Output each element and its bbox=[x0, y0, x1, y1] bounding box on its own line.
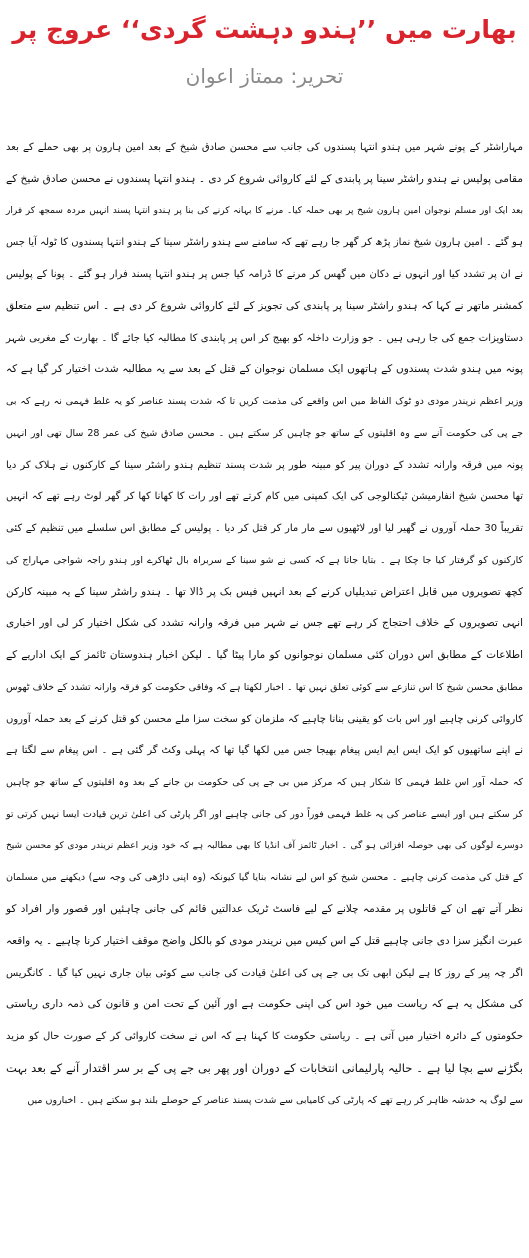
article-line: سے لوگ یہ خدشہ ظاہر کر رہے تھے کہ پارٹی کی کامیابی سے شدت پسند عناصر کے حوصلے بلند ہو سکتے ہیں ۔ اخباروں میں bbox=[27, 1094, 523, 1106]
article-line: تھا محسن شیخ انفارمیشن ٹیکنالوجی کی ایک کمپنی میں کام کرتے تھے اور رات کا کھانا کھا کر گھر لوٹ رہے تھے کہ انہیں bbox=[6, 491, 523, 503]
article-line: دوسرے لوگوں کی بھی حوصلہ افزائی ہو گی ۔ اخبار ٹائمز آف انڈیا کا بھی مطالبہ ہے کہ خود وزیر اعظم نریندر مودی کو محسن شیخ bbox=[6, 840, 523, 851]
article-line: کے قتل کی مذمت کرنی چاہیے ۔ محسن شیخ کو اس لیے نشانہ بنایا گیا کیونکہ (وہ اپنی داڑھی کی وجہ سے) دیکھنے میں مسلمان bbox=[6, 872, 523, 884]
article-line: بگڑنے سے بچا لیا ہے ۔ حالیہ پارلیمانی انتخابات کے دوران اور پھر بی جے پی کے بر سر اقتدار آنے کے بعد بہت bbox=[6, 1060, 523, 1075]
article-line: کمشنر ماتھر نے کہا کہ ہندو راشٹر سینا پر پابندی کی تجویز کے لئے کاروائی شروع کر دی ہے ۔ اس تنظیم سے متعلق bbox=[6, 299, 523, 312]
article-line: عبرت انگیز سزا دی جانی چاہیے قتل کے اس کیس میں نریندر مودی کو بالکل واضح موقف اختیار کرنا چاہیے ۔ یہ واقعہ bbox=[6, 934, 523, 947]
article-line: نے ان پر تشدد کیا اور انہوں نے دکان میں گھس کر مرنے کا ڈرامہ کیا جس پر ہندو انتہا پسند فرار ہو گئے ۔ پونا کے پولیس bbox=[6, 269, 523, 280]
article-line: کارکنوں کو گرفتار کیا جا چکا ہے ۔ بتایا جاتا ہے کہ کسی نے شو سینا کے سربراہ بال ٹھاکرے اور ہندو راجہ شواجی مہاراج کی bbox=[6, 554, 523, 566]
article-line: کی مشکل یہ ہے کہ ریاست میں خود اس کی اپنی حکومت ہے اور آئین کے تحت امن و قانون کی ذمہ داری ریاستی bbox=[6, 998, 523, 1011]
article-line: کاروائی کرنی چاہیے اور اس بات کو یقینی بنانا چاہیے کہ ملزمان کو سخت سزا ملے محسن کو قتل کرنے کے بعد حملہ آوروں bbox=[6, 713, 523, 725]
article-line: مہاراشٹر کے پونے شہر میں ہندو انتہا پسندوں کی جانب سے محسن صادق شیخ کے بعد امین ہارون پر بھی حملے کے بعد bbox=[6, 142, 523, 153]
article-headline: بھارت میں ’’ہندو دہشت گردی‘‘ عروج پر bbox=[12, 15, 517, 44]
article-line: بعد ایک اور مسلم نوجوان امین ہارون شیخ پر بھی حملہ کیا۔ مرنے کا بہانہ کرنے کی بنا پر ہندو انتہا پسند انہیں مردہ سمجھ کر فرار bbox=[6, 205, 523, 216]
article-byline: تحریر: ممتاز اعوان bbox=[185, 64, 344, 88]
article-line: کچھ تصویروں میں قابل اعتراض تبدیلیاں کرنے کے بعد انہیں فیس بک پر ڈالا تھا ۔ ہندو راشٹر سینا کے یہ مبینہ کارکن bbox=[6, 585, 523, 598]
article-line: پونہ میں ہندو شدت پسندوں کے ہاتھوں ایک مسلمان نوجوان کے قتل کے بعد سے یہ مطالبہ شدت اختیار کر گیا ہے کہ bbox=[6, 363, 523, 376]
article-line: ہو گئے ۔ امین ہارون شیخ نماز پڑھ کر گھر جا رہے تھے کہ سامنے سے ہندو راشٹر سینا کے ہندو انتہا پسندوں کا ٹولہ آیا جس bbox=[6, 237, 523, 249]
article-line: مطابق محسن شیخ کا اس تنازعے سے کوئی تعلق نہیں تھا ۔ اخبار لکھتا ہے کہ وفاقی حکومت کو فرقہ وارانہ تشدد کے خلاف ٹھوس bbox=[6, 681, 523, 693]
article-line: حکومتوں کے دائرہ اختیار میں آتی ہے ۔ ریاستی حکومت کا کہنا ہے کہ اس نے سخت کاروائی کر کے صورت حال کو مزید bbox=[6, 1031, 523, 1042]
article-line: کر سکتے ہیں اور ایسے عناصر کی یہ غلط فہمی فوراً دور کی جانی چاہیے اور اگر پارٹی کی اعلیٰ ترین قیادت ایسا نہیں کرتی تو bbox=[6, 808, 523, 820]
article-line: اگر چہ پیر کے روز کا ہے لیکن ابھی تک بی جے پی کی اعلیٰ قیادت کی جانب سے کوئی بیان جاری نہیں کیا گیا ۔ کانگریس bbox=[6, 967, 523, 979]
article-line: جے پی کی حکومت آنے سے وہ اقلیتوں کے ساتھ جو چاہیں کر سکتے ہیں ۔ محسن صادق شیخ کی عمر 28 سال تھی اور انہیں bbox=[6, 427, 523, 439]
article-line: کہ حملہ آور اس غلط فہمی کا شکار ہیں کہ مرکز میں بی جے پی کی حکومت بن جانے کے بعد وہ اقلیتوں کے ساتھ جو چاہیں bbox=[6, 777, 523, 788]
article-line: انہی تصویروں کے خلاف احتجاج کر رہے تھے جس نے شہر میں فرقہ وارانہ تشدد کی شکل اختیار کر لی اور اخباری bbox=[6, 617, 523, 630]
article-line: نے اپنے ساتھیوں کو ایک ایس ایم ایس پیغام بھیجا جس میں لکھا گیا تھا کہ پہلی وکٹ گر گئی ہے ۔ اس پیغام سے لگتا ہے bbox=[6, 745, 523, 757]
article-body bbox=[0, 132, 529, 1116]
article-line: پونہ میں فرقہ وارانہ تشدد کے دوران پیر کو مبینہ طور پر شدت پسند تنظیم ہندو راشٹر سینا کے کارکنوں نے ہلاک کر دیا bbox=[6, 459, 523, 471]
article-line: اطلاعات کے مطابق اس دوران کئی مسلمان نوجوانوں کو مارا پیٹا گیا ۔ لیکن اخبار ہندوستان ٹائمز کے ایک اداریے کے bbox=[6, 649, 523, 661]
article-line: نظر آتے تھے ان کے قاتلوں پر مقدمہ چلانے کے لیے فاسٹ ٹریک عدالتیں قائم کی جانی چاہئیں اور قصور وار افراد کو bbox=[6, 903, 523, 915]
article-line: تقریباً 30 حملہ آوروں نے گھیر لیا اور لاٹھیوں سے مار مار کر قتل کر دیا ۔ پولیس کے مطابق اس سلسلے میں تنظیم کے کئی bbox=[6, 523, 523, 534]
article-line: مقامی پولیس نے ہندو راشٹر سینا پر پابندی کے لئے کاروائی شروع کر دی ۔ ہندو انتہا پسندوں نے محسن صادق شیخ کے bbox=[6, 172, 523, 185]
article-line: دستاویزات جمع کی جا رہی ہیں ۔ جو وزارت داخلہ کو بھیج کر اس پر پابندی کا مطالبہ کیا جائے گا ۔ بھارت کے مغربی شہر bbox=[6, 332, 523, 344]
article-line: وزیر اعظم نریندر مودی دو ٹوک الفاظ میں اس واقعے کی مذمت کریں تا کہ شدت پسند عناصر کو یہ غلط فہمی نہ رہے کہ بی bbox=[6, 396, 523, 407]
